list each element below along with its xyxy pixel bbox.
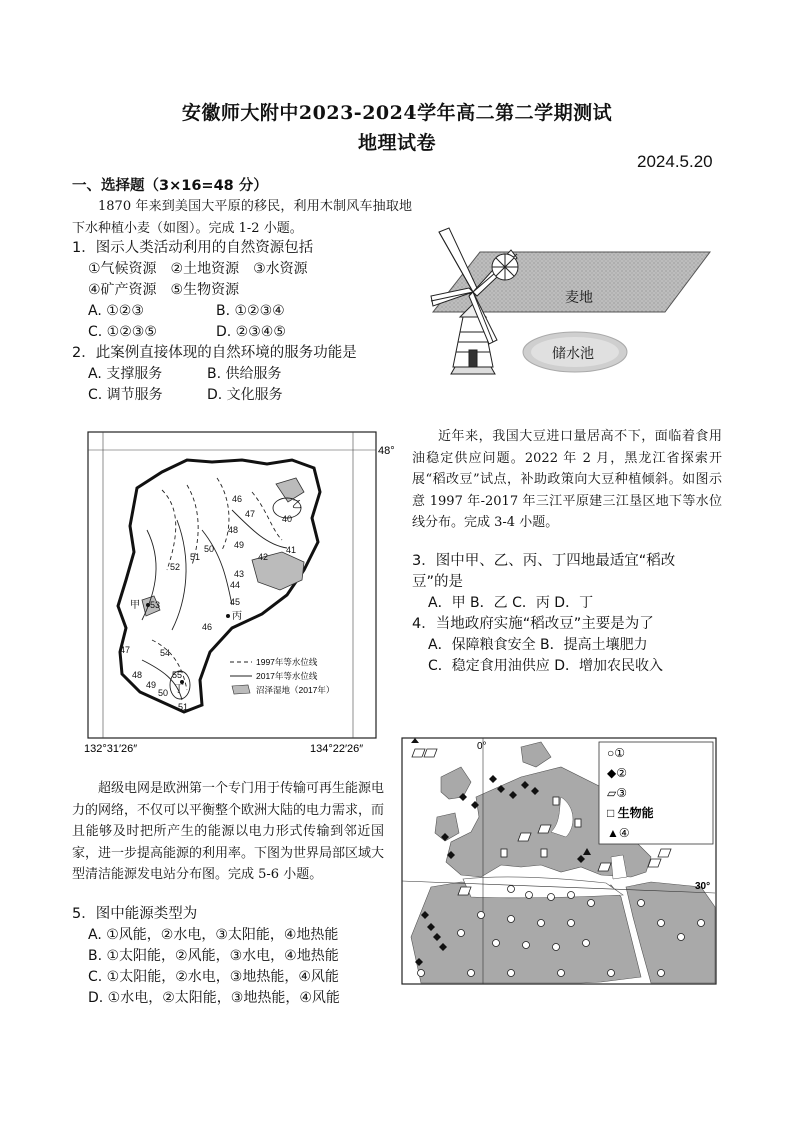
contour-label: 49 xyxy=(234,540,245,550)
contour-label: 51 xyxy=(178,702,189,712)
question-5-option-b: B. ①太阳能，②风能，③水电，④地热能 xyxy=(88,948,339,964)
contour-label: 43 xyxy=(234,569,245,579)
legend-1997: 1997年等水位线 xyxy=(256,657,318,667)
lon-right-label: 134°22′26″ xyxy=(310,743,364,755)
question-2-option-b: B. 供给服务 xyxy=(207,366,282,382)
question-1-stem: 1．图示人类活动利用的自然资源包括 xyxy=(72,240,314,256)
place-yi: 乙 xyxy=(292,500,302,511)
legend-item: □ 生物能 xyxy=(607,806,654,820)
contour-label: 51 xyxy=(190,552,201,562)
intro-q1-2: 1870 年来到美国大平原的移民，利用木制风车抽取地下水种植小麦（如图）。完成 1-2 小题。 xyxy=(72,199,412,236)
question-1-option-a: A. ①②③ xyxy=(88,303,144,319)
contour-label: 50 xyxy=(158,688,169,698)
section-heading: 一、选择题（3×16=48 分） xyxy=(72,178,268,194)
lat-label: 48° xyxy=(378,445,395,457)
question-5-stem: 5．图中能源类型为 xyxy=(72,906,198,922)
question-3-options: A．甲 B．乙 C．丙 D．丁 xyxy=(428,595,594,611)
energy-map xyxy=(401,737,721,987)
contour-label: 54 xyxy=(160,648,171,658)
pool-label: 储水池 xyxy=(552,345,594,361)
contour-label: 52 xyxy=(170,562,181,572)
contour-label: 47 xyxy=(120,645,131,655)
question-2-stem: 2．此案例直接体现的自然环境的服务功能是 xyxy=(72,345,357,361)
question-2-option-c: C. 调节服务 xyxy=(88,387,163,403)
exam-date: 2024.5.20 xyxy=(637,152,713,171)
question-1-items-1: ①气候资源 ②土地资源 ③水资源 xyxy=(88,261,308,277)
legend-item: ◆② xyxy=(607,766,627,780)
question-5-option-c: C. ①太阳能，②水电，③地热能，④风能 xyxy=(88,969,339,985)
windmill-figure xyxy=(425,222,725,392)
place-dot-bing xyxy=(226,614,230,618)
field-label: 麦地 xyxy=(565,289,593,305)
question-2-option-a: A. 支撑服务 xyxy=(88,366,163,382)
contour-label: 55 xyxy=(172,670,183,680)
legend-item: ▲④ xyxy=(607,826,630,840)
contour-label: 40 xyxy=(282,514,293,524)
exam-title: 安徽师大附中2023-2024学年高二第二学期测试 xyxy=(181,102,613,124)
question-3-stem-2: 豆”的是 xyxy=(412,574,464,590)
contour-label: 44 xyxy=(230,580,241,590)
place-dot-jia xyxy=(146,603,150,607)
contour-label: 46 xyxy=(232,494,243,504)
place-bing: 丙 xyxy=(232,611,242,622)
contour-label: 50 xyxy=(204,544,215,554)
question-1-option-c: C. ①②③⑤ xyxy=(88,324,157,340)
contour-label: 53 xyxy=(150,600,161,610)
question-5-option-a: A. ①风能，②水电，③太阳能，④地热能 xyxy=(88,927,339,943)
exam-subtitle: 地理试卷 xyxy=(357,132,436,154)
question-4-options-2: C．稳定食用油供应 D．增加农民收入 xyxy=(428,658,664,674)
lon-left-label: 132°31′26″ xyxy=(84,743,138,755)
contour-label: 46 xyxy=(202,622,213,632)
legend-item: ○① xyxy=(607,746,626,760)
contour-label: 41 xyxy=(286,545,297,555)
contour-label: 48 xyxy=(132,670,143,680)
question-1-option-d: D. ②③④⑤ xyxy=(216,324,286,340)
question-1-option-b: B. ①②③④ xyxy=(216,303,285,319)
contour-label: 49 xyxy=(146,680,157,690)
legend-item: ▱③ xyxy=(607,786,627,800)
question-3-stem-1: 3．图中甲、乙、丙、丁四地最适宜“稻改 xyxy=(412,553,676,569)
contour-label: 48 xyxy=(228,525,239,535)
intro-q3-4: 近年来，我国大豆进口量居高不下，面临着食用油稳定供应问题。2022 年 2 月，黑龙江省探索开展“稻改豆”试点，补助政策向大豆种植倾斜。如图示意 1997 年-2017 年三江平原建三江垦区地下等水位线分布。完成 3-4 小题。 xyxy=(412,429,722,530)
lat30-label: 30° xyxy=(695,881,711,892)
lon0-label: 0° xyxy=(477,741,487,752)
contour-label: 47 xyxy=(245,509,256,519)
legend-marsh: 沼泽湿地（2017年） xyxy=(256,685,335,695)
question-4-options-1: A．保障粮食安全 B．提高土壤肥力 xyxy=(428,637,648,653)
contour-label: 42 xyxy=(258,552,269,562)
place-ding: 丁 xyxy=(174,684,184,695)
groundwater-map xyxy=(82,430,402,760)
question-4-stem: 4．当地政府实施“稻改豆”主要是为了 xyxy=(412,616,654,632)
place-jia: 甲 xyxy=(130,600,140,611)
legend-2017: 2017年等水位线 xyxy=(256,671,318,681)
question-1-items-2: ④矿产资源 ⑤生物资源 xyxy=(88,282,240,298)
question-5-option-d: D. ①水电，②太阳能，③地热能，④风能 xyxy=(88,990,340,1006)
contour-label: 45 xyxy=(230,597,241,607)
question-2-option-d: D. 文化服务 xyxy=(207,387,283,403)
intro-q5-6: 超级电网是欧洲第一个专门用于传输可再生能源电力的网络，不仅可以平衡整个欧洲大陆的电力需求，而且能够及时把所产生的能源以电力形式传输到邻近国家，进一步提高能源的利用率。下图为世界局部区域大型清洁能源发电站分布图。完成 5-6 小题。 xyxy=(72,781,385,882)
rotor-icon xyxy=(492,254,518,280)
